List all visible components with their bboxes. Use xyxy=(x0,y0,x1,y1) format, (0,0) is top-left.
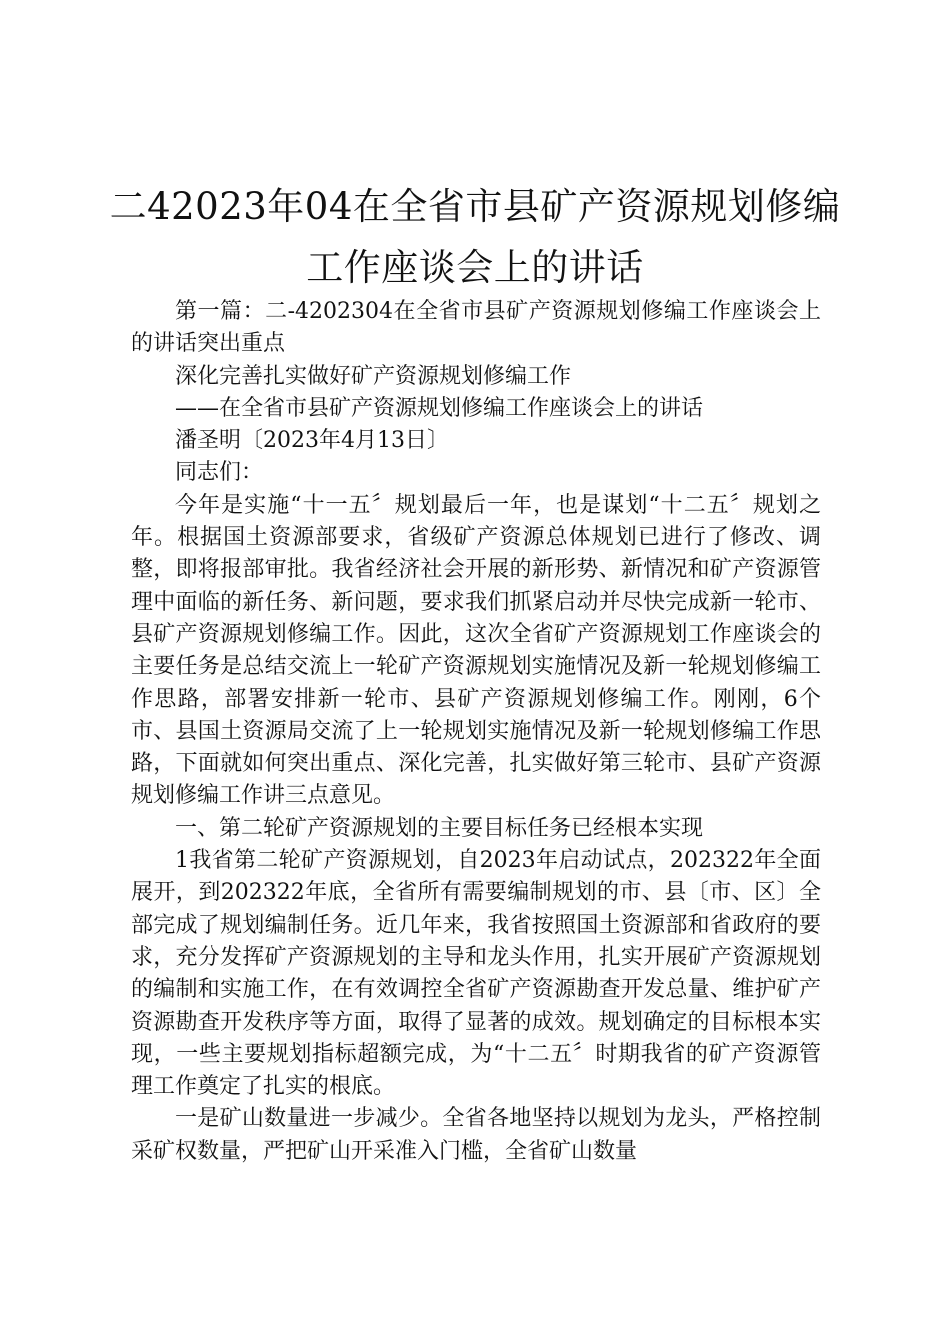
paragraph-section-1-body: 1我省第二轮矿产资源规划，自2023年启动试点，202322年全面展开，到202322年底，全省所有需要编制规划的市、县〔市、区〕全部完成了规划编制任务。近几年来，我省按照国土资源部和省政府的要求，充分发挥矿产资源规划的主导和龙头作用，扎实开展矿产资源规划的编制和实施工作，在有效调控全省矿产资源勘查开发总量、维护矿产资源勘查开发秩序等方面，取得了显著的成效。规划确定的目标根本实现，一些主要规划指标超额完成，为“十二五〞时期我省的矿产资源管理工作奠定了扎实的根底。 xyxy=(131,848,821,1100)
document-title-line-2: 工作座谈会上的讲话 xyxy=(306,246,644,289)
paragraph-salutation: 同志们： xyxy=(175,460,264,486)
document-body xyxy=(131,296,821,1168)
paragraph-subheading: ——在全省市县矿产资源规划修编工作座谈会上的讲话 xyxy=(175,395,704,421)
paragraph-subtitle: 深化完善扎实做好矿产资源规划修编工作 xyxy=(175,363,572,389)
paragraph-point-one: 一是矿山数量进一步减少。全省各地坚持以规划为龙头，严格控制采矿权数量，严把矿山开采准入门槛，全省矿山数量 xyxy=(131,1106,821,1164)
paragraph-section-heading-1: 一、第二轮矿产资源规划的主要目标任务已经根本实现 xyxy=(175,815,704,841)
document-title-line-1: 二42023年04在全省市县矿产资源规划修编 xyxy=(109,185,841,228)
paragraph-introduction: 今年是实施“十一五〞规划最后一年，也是谋划“十二五〞规划之年。根据国土资源部要求，省级矿产资源总体规划已进行了修改、调整，即将报部审批。我省经济社会开展的新形势、新情况和矿产资源管理中面临的新任务、新问题，要求我们抓紧启动并尽快完成新一轮市、县矿产资源规划修编工作。因此，这次全省矿产资源规划工作座谈会的主要任务是总结交流上一轮矿产资源规划实施情况及新一轮规划修编工作思路，部署安排新一轮市、县矿产资源规划修编工作。刚刚，6个市、县国土资源局交流了上一轮规划实施情况及新一轮规划修编工作思路，下面就如何突出重点、深化完善，扎实做好第三轮市、县矿产资源规划修编工作讲三点意见。 xyxy=(131,492,821,809)
paragraph-heading-first-chapter: 第一篇：二-4202304在全省市县矿产资源规划修编工作座谈会上的讲话突出重点 xyxy=(131,299,821,357)
paragraph-author-date: 潘圣明〔2023年4月13日〕 xyxy=(175,428,449,454)
